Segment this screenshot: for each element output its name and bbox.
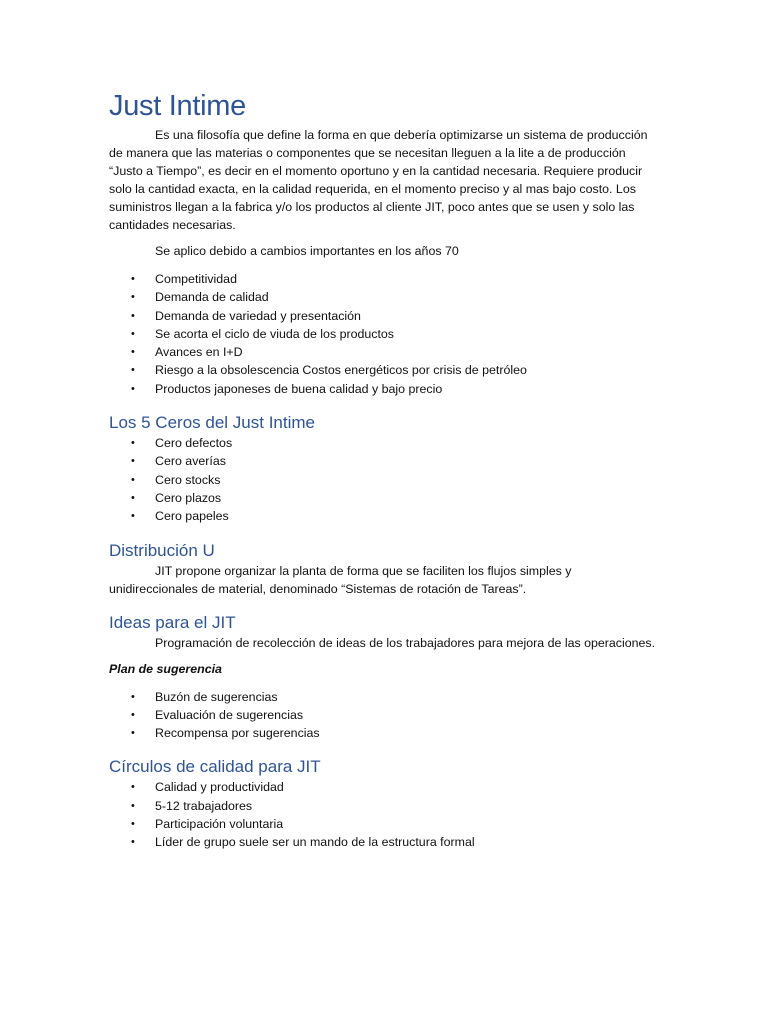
list-item: • Cero averías	[109, 452, 661, 470]
bullet-icon: •	[131, 708, 135, 721]
list-item: • Cero defectos	[109, 434, 661, 452]
section-heading-ideas: Ideas para el JIT	[109, 612, 236, 632]
ceros-list	[109, 434, 661, 525]
list-item: • Demanda de calidad	[109, 288, 661, 306]
distribucion-paragraph: JIT propone organizar la planta de forma que se faciliten los flujos simples y unidireccionales de material, denominado “Sistemas de rotación de Tareas”.	[109, 563, 572, 596]
bullet-icon: •	[131, 727, 135, 740]
list-item: • Demanda de variedad y presentación	[109, 307, 661, 325]
bullet-icon: •	[131, 455, 135, 468]
list-item: • Calidad y productividad	[109, 778, 661, 796]
list-item: • Buzón de sugerencias	[109, 688, 661, 706]
list-item: • Riesgo a la obsolescencia Costos energéticos por crisis de petróleo	[109, 361, 661, 379]
ideas-list	[109, 688, 661, 743]
applied-paragraph: Se aplico debido a cambios importantes en los años 70	[155, 244, 459, 258]
list-item: • Cero stocks	[109, 471, 661, 489]
list-item: • Avances en I+D	[109, 343, 661, 361]
bullet-icon: •	[131, 491, 135, 504]
bullet-icon: •	[131, 799, 135, 812]
section-heading-ceros: Los 5 Ceros del Just Intime	[109, 413, 315, 433]
list-item: • Cero plazos	[109, 489, 661, 507]
list-item: • Cero papeles	[109, 507, 661, 525]
section-heading-circulos: Círculos de calidad para JIT	[109, 757, 321, 777]
list-item: • Productos japoneses de buena calidad y bajo precio	[109, 380, 661, 398]
bullet-icon: •	[131, 382, 135, 395]
bullet-icon: •	[131, 346, 135, 359]
bullet-icon: •	[131, 510, 135, 523]
list-item: • Recompensa por sugerencias	[109, 724, 661, 742]
bullet-icon: •	[131, 364, 135, 377]
causes-list	[109, 270, 661, 398]
circulos-list	[109, 778, 661, 851]
section-heading-distribucion: Distribución U	[109, 540, 215, 560]
bullet-icon: •	[131, 818, 135, 831]
document-title: Just Intime	[109, 90, 246, 122]
bullet-icon: •	[131, 473, 135, 486]
document-page	[109, 86, 661, 852]
bullet-icon: •	[131, 836, 135, 849]
list-item: • Evaluación de sugerencias	[109, 706, 661, 724]
plan-label: Plan de sugerencia	[109, 661, 222, 676]
list-item: • Competitividad	[109, 270, 661, 288]
intro-paragraph: Es una filosofía que define la forma en que debería optimizarse un sistema de producción de manera que las materias o componentes que se necesitan lleguen a la lite a de producción “Justo a Tiempo”, es decir en el momento oportuno y en la cantidad necesaria. Requiere producir solo la cantidad exacta, en la calidad requerida, en el momento preciso y al mas bajo costo. Los suministros llegan a la fabrica y/o los productos al cliente JIT, poco antes que se usen y solo las cantidades necesarias.	[109, 128, 648, 232]
list-item: • Líder de grupo suele ser un mando de la estructura formal	[109, 833, 661, 851]
bullet-icon: •	[131, 690, 135, 703]
list-item: • Se acorta el ciclo de viuda de los productos	[109, 325, 661, 343]
bullet-icon: •	[131, 437, 135, 450]
list-item: • 5-12 trabajadores	[109, 797, 661, 815]
list-item: • Participación voluntaria	[109, 815, 661, 833]
bullet-icon: •	[131, 327, 135, 340]
bullet-icon: •	[131, 291, 135, 304]
bullet-icon: •	[131, 309, 135, 322]
bullet-icon: •	[131, 273, 135, 285]
ideas-paragraph: Programación de recolección de ideas de los trabajadores para mejora de las operaciones.	[155, 635, 656, 650]
bullet-icon: •	[131, 781, 135, 794]
